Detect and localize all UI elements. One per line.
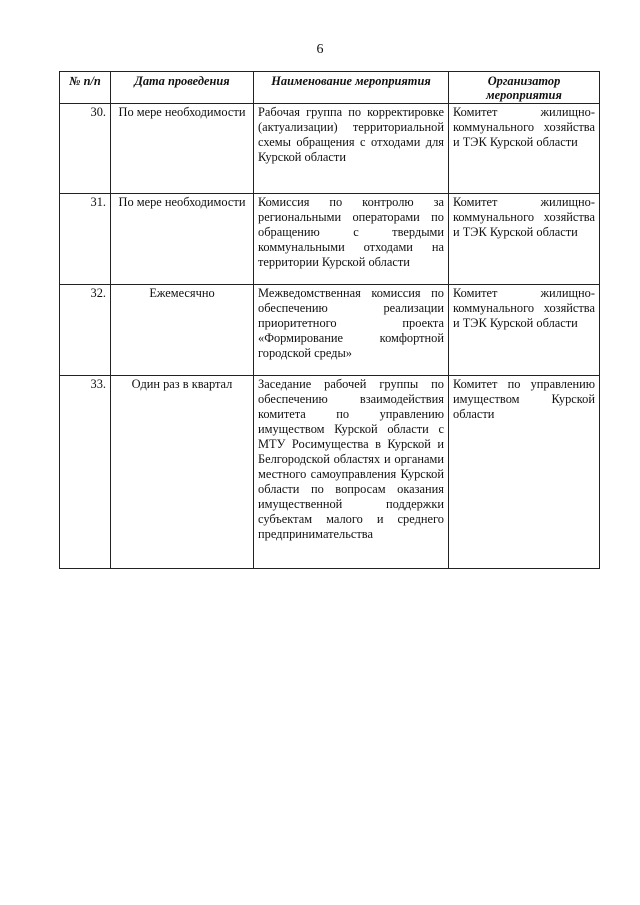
table-row (60, 285, 600, 376)
table-header-row (60, 72, 600, 104)
row-organizer: Комитет жилищно-коммунального хозяйства и ТЭК Курской области (449, 194, 600, 285)
row-event-name: Межведомственная комиссия по обеспечению реализации приоритетного проекта «Формирование комфортной городской среды» (254, 285, 449, 376)
table-row (60, 104, 600, 194)
events-table (59, 71, 600, 569)
row-date: По мере необходимости (111, 104, 254, 194)
row-event-name: Рабочая группа по корректировке (актуализации) территориальной схемы обращения с отходами для Курской области (254, 104, 449, 194)
row-event-name: Заседание рабочей группы по обеспечению взаимодействия комитета по управлению имуществом Курской области с МТУ Росимущества в Курской и Белгородской областях и органами местного самоуправления Курской области по вопросам оказания имущественной поддержки субъектам малого и среднего предпринимательства (254, 376, 449, 569)
row-number: 30. (60, 104, 111, 194)
row-organizer: Комитет по управлению имуществом Курской области (449, 376, 600, 569)
header-organizer: Организатор мероприятия (449, 72, 600, 104)
row-number: 33. (60, 376, 111, 569)
row-number: 32. (60, 285, 111, 376)
row-organizer: Комитет жилищно-коммунального хозяйства и ТЭК Курской области (449, 104, 600, 194)
header-number: № п/п (60, 72, 111, 104)
row-date: Один раз в квартал (111, 376, 254, 569)
row-date: По мере необходимости (111, 194, 254, 285)
row-organizer: Комитет жилищно-коммунального хозяйства и ТЭК Курской области (449, 285, 600, 376)
row-event-name: Комиссия по контролю за региональными операторами по обращению с твердыми коммунальными отходами на территории Курской области (254, 194, 449, 285)
header-date: Дата проведения (111, 72, 254, 104)
table-row (60, 376, 600, 569)
row-date: Ежемесячно (111, 285, 254, 376)
table-row (60, 194, 600, 285)
header-event-name: Наименование мероприятия (254, 72, 449, 104)
row-number: 31. (60, 194, 111, 285)
page-number: 6 (316, 42, 324, 57)
